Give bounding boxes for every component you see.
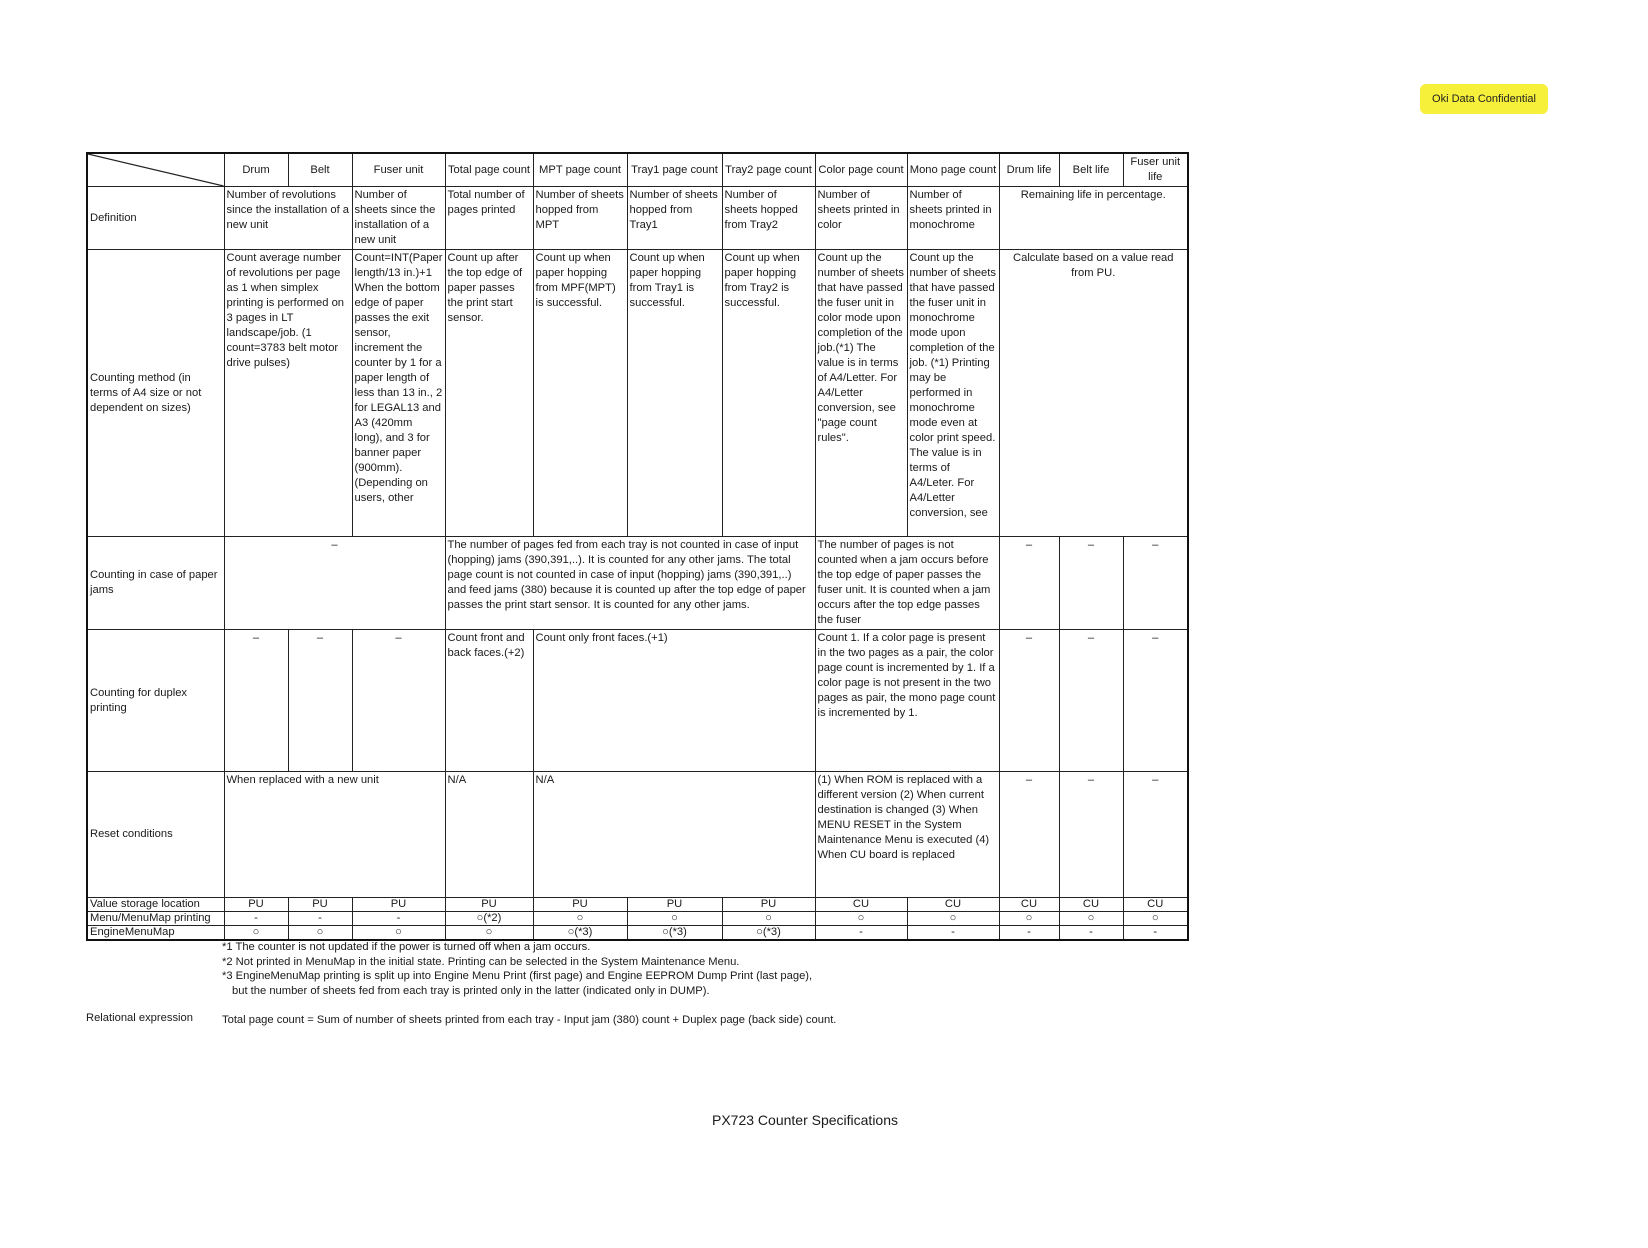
jams-color-mono: The number of pages is not counted when a jam occurs before the top edge of paper passes the fuser unit. It is counted when a jam occurs after the top edge passes the fuser: [815, 537, 999, 630]
footnote-3-continued: but the number of sheets fed from each tray is printed only in the latter (indicated only in DUMP).: [232, 984, 710, 997]
menumap-cell: -: [352, 912, 445, 926]
menumap-row: [87, 912, 1188, 926]
confidential-badge: Oki Data Confidential: [1420, 84, 1548, 114]
header-mono-page-count: Mono page count: [907, 153, 999, 187]
duplex-fuser: –: [352, 630, 445, 772]
enginemenumap-cell: -: [907, 926, 999, 941]
menumap-cell: -: [224, 912, 288, 926]
menumap-cell: ○: [722, 912, 815, 926]
duplex-row: [87, 630, 1188, 772]
storage-cell: PU: [627, 898, 722, 912]
duplex-drum: –: [224, 630, 288, 772]
storage-cell: PU: [288, 898, 352, 912]
definition-color: Number of sheets printed in color: [815, 187, 907, 250]
diagonal-line: [88, 154, 224, 186]
definition-total: Total number of pages printed: [445, 187, 533, 250]
reset-row: [87, 772, 1188, 898]
menumap-cell: ○: [815, 912, 907, 926]
storage-cell: CU: [907, 898, 999, 912]
enginemenumap-cell: -: [815, 926, 907, 941]
reset-fuser-life: –: [1123, 772, 1188, 898]
counter-spec-table: [86, 152, 1189, 941]
jams-fuser-life: –: [1123, 537, 1188, 630]
header-fuser-unit-life: Fuser unit life: [1123, 153, 1188, 187]
definition-mono: Number of sheets printed in monochrome: [907, 187, 999, 250]
enginemenumap-cell: ○: [224, 926, 288, 941]
counting-method-tray2: Count up when paper hopping from Tray2 is successful.: [722, 250, 815, 537]
menumap-cell: ○: [627, 912, 722, 926]
row-label-menumap: Menu/MenuMap printing: [87, 912, 224, 926]
counting-method-row: [87, 250, 1188, 537]
document-title: PX723 Counter Specifications: [712, 1112, 898, 1128]
row-label-reset: Reset conditions: [87, 772, 224, 898]
reset-belt-life: –: [1059, 772, 1123, 898]
duplex-drum-life: –: [999, 630, 1059, 772]
counting-method-drum-belt: Count average number of revolutions per page as 1 when simplex printing is performed on 3 pages in LT landscape/job. (1 count=3783 belt motor drive pulses): [224, 250, 352, 537]
enginemenumap-cell: ○(*3): [533, 926, 627, 941]
menumap-cell: -: [288, 912, 352, 926]
storage-cell: CU: [1123, 898, 1188, 912]
definition-tray1: Number of sheets hopped from Tray1: [627, 187, 722, 250]
menumap-cell: ○: [1059, 912, 1123, 926]
footnote-1: *1 The counter is not updated if the power is turned off when a jam occurs.: [222, 941, 591, 953]
header-drum-life: Drum life: [999, 153, 1059, 187]
row-label-definition: Definition: [87, 187, 224, 250]
counting-method-tray1: Count up when paper hopping from Tray1 is successful.: [627, 250, 722, 537]
storage-cell: CU: [999, 898, 1059, 912]
storage-cell: CU: [815, 898, 907, 912]
header-belt-life: Belt life: [1059, 153, 1123, 187]
enginemenumap-cell: -: [1059, 926, 1123, 941]
duplex-color-mono: Count 1. If a color page is present in the two pages as a pair, the color page count is incremented by 1. If a color page is not present in the two pages as pair, the mono page count is incremented by 1.: [815, 630, 999, 772]
duplex-belt-life: –: [1059, 630, 1123, 772]
enginemenumap-row: [87, 926, 1188, 941]
header-total-page-count: Total page count: [445, 153, 533, 187]
counting-method-fuser: Count=INT(Paper length/13 in.)+1 When the bottom edge of paper passes the exit sensor, increment the counter by 1 for a paper length of less than 13 in., 2 for LEGAL13 and A3 (420mm long), and 3 for banner paper (900mm). (Depending on users, other: [352, 250, 445, 537]
row-label-jams: Counting in case of paper jams: [87, 537, 224, 630]
storage-cell: PU: [224, 898, 288, 912]
header-row: [87, 153, 1188, 187]
definition-fuser: Number of sheets since the installation of a new unit: [352, 187, 445, 250]
footnote-2: *2 Not printed in MenuMap in the initial state. Printing can be selected in the System Maintenance Menu.: [222, 955, 740, 968]
header-tray1-page-count: Tray1 page count: [627, 153, 722, 187]
jams-units: –: [224, 537, 445, 630]
enginemenumap-cell: -: [999, 926, 1059, 941]
enginemenumap-cell: ○: [352, 926, 445, 941]
row-label-duplex: Counting for duplex printing: [87, 630, 224, 772]
jams-belt-life: –: [1059, 537, 1123, 630]
reset-total: N/A: [445, 772, 533, 898]
enginemenumap-cell: ○: [288, 926, 352, 941]
row-label-enginemenumap: EngineMenuMap: [87, 926, 224, 941]
row-label-counting-method: Counting method (in terms of A4 size or not dependent on sizes): [87, 250, 224, 537]
duplex-fuser-life: –: [1123, 630, 1188, 772]
counting-method-total: Count up after the top edge of paper passes the print start sensor.: [445, 250, 533, 537]
footnotes: [222, 940, 812, 998]
corner-cell: [87, 153, 224, 187]
counting-method-life: Calculate based on a value read from PU.: [999, 250, 1188, 537]
counting-method-mono: Count up the number of sheets that have passed the fuser unit in monochrome mode upon completion of the job. (*1) Printing may be performed in monochrome mode even at color print speed. The value is in terms of A4/Leter. For A4/Letter conversion, see: [907, 250, 999, 537]
counting-method-color: Count up the number of sheets that have passed the fuser unit in color mode upon completion of the job.(*1) The value is in terms of A4/Letter. For A4/Letter conversion, see "page count rules".: [815, 250, 907, 537]
relational-expression-label: Relational expression: [86, 1012, 193, 1024]
definition-life: Remaining life in percentage.: [999, 187, 1188, 250]
header-drum: Drum: [224, 153, 288, 187]
duplex-belt: –: [288, 630, 352, 772]
definition-mpt: Number of sheets hopped from MPT: [533, 187, 627, 250]
menumap-cell: ○: [533, 912, 627, 926]
footnote-3: *3 EngineMenuMap printing is split up into Engine Menu Print (first page) and Engine EEPROM Dump Print (last page),: [222, 970, 813, 982]
jams-row: [87, 537, 1188, 630]
definition-tray2: Number of sheets hopped from Tray2: [722, 187, 815, 250]
header-mpt-page-count: MPT page count: [533, 153, 627, 187]
definition-row: [87, 187, 1188, 250]
storage-row: [87, 898, 1188, 912]
enginemenumap-cell: ○(*3): [722, 926, 815, 941]
counting-method-mpt: Count up when paper hopping from MPF(MPT) is successful.: [533, 250, 627, 537]
header-tray2-page-count: Tray2 page count: [722, 153, 815, 187]
header-fuser-unit: Fuser unit: [352, 153, 445, 187]
menumap-cell: ○: [999, 912, 1059, 926]
jams-drum-life: –: [999, 537, 1059, 630]
menumap-cell: ○(*2): [445, 912, 533, 926]
storage-cell: PU: [533, 898, 627, 912]
storage-cell: CU: [1059, 898, 1123, 912]
enginemenumap-cell: ○: [445, 926, 533, 941]
jams-counts: The number of pages fed from each tray is not counted in case of input (hopping) jams (390,391,..). It is counted for any other jams. The total page count is not counted in case of input (hopping) jams (390,391,..) and feed jams (380) because it is counted up after the top edge of paper passes the print start sensor. It is counted for any other jams.: [445, 537, 815, 630]
menumap-cell: ○: [1123, 912, 1188, 926]
duplex-trays: Count only front faces.(+1): [533, 630, 815, 772]
header-color-page-count: Color page count: [815, 153, 907, 187]
duplex-total: Count front and back faces.(+2): [445, 630, 533, 772]
reset-color-mono: (1) When ROM is replaced with a different version (2) When current destination is changed (3) When MENU RESET in the System Maintenance Menu is executed (4) When CU board is replaced: [815, 772, 999, 898]
storage-cell: PU: [722, 898, 815, 912]
reset-trays: N/A: [533, 772, 815, 898]
storage-cell: PU: [445, 898, 533, 912]
header-belt: Belt: [288, 153, 352, 187]
relational-expression-text: Total page count = Sum of number of sheets printed from each tray - Input jam (380) count + Duplex page (back side) count.: [222, 1014, 837, 1026]
enginemenumap-cell: ○(*3): [627, 926, 722, 941]
menumap-cell: ○: [907, 912, 999, 926]
reset-units: When replaced with a new unit: [224, 772, 445, 898]
storage-cell: PU: [352, 898, 445, 912]
definition-drum-belt: Number of revolutions since the installation of a new unit: [224, 187, 352, 250]
reset-drum-life: –: [999, 772, 1059, 898]
enginemenumap-cell: -: [1123, 926, 1188, 941]
row-label-storage: Value storage location: [87, 898, 224, 912]
